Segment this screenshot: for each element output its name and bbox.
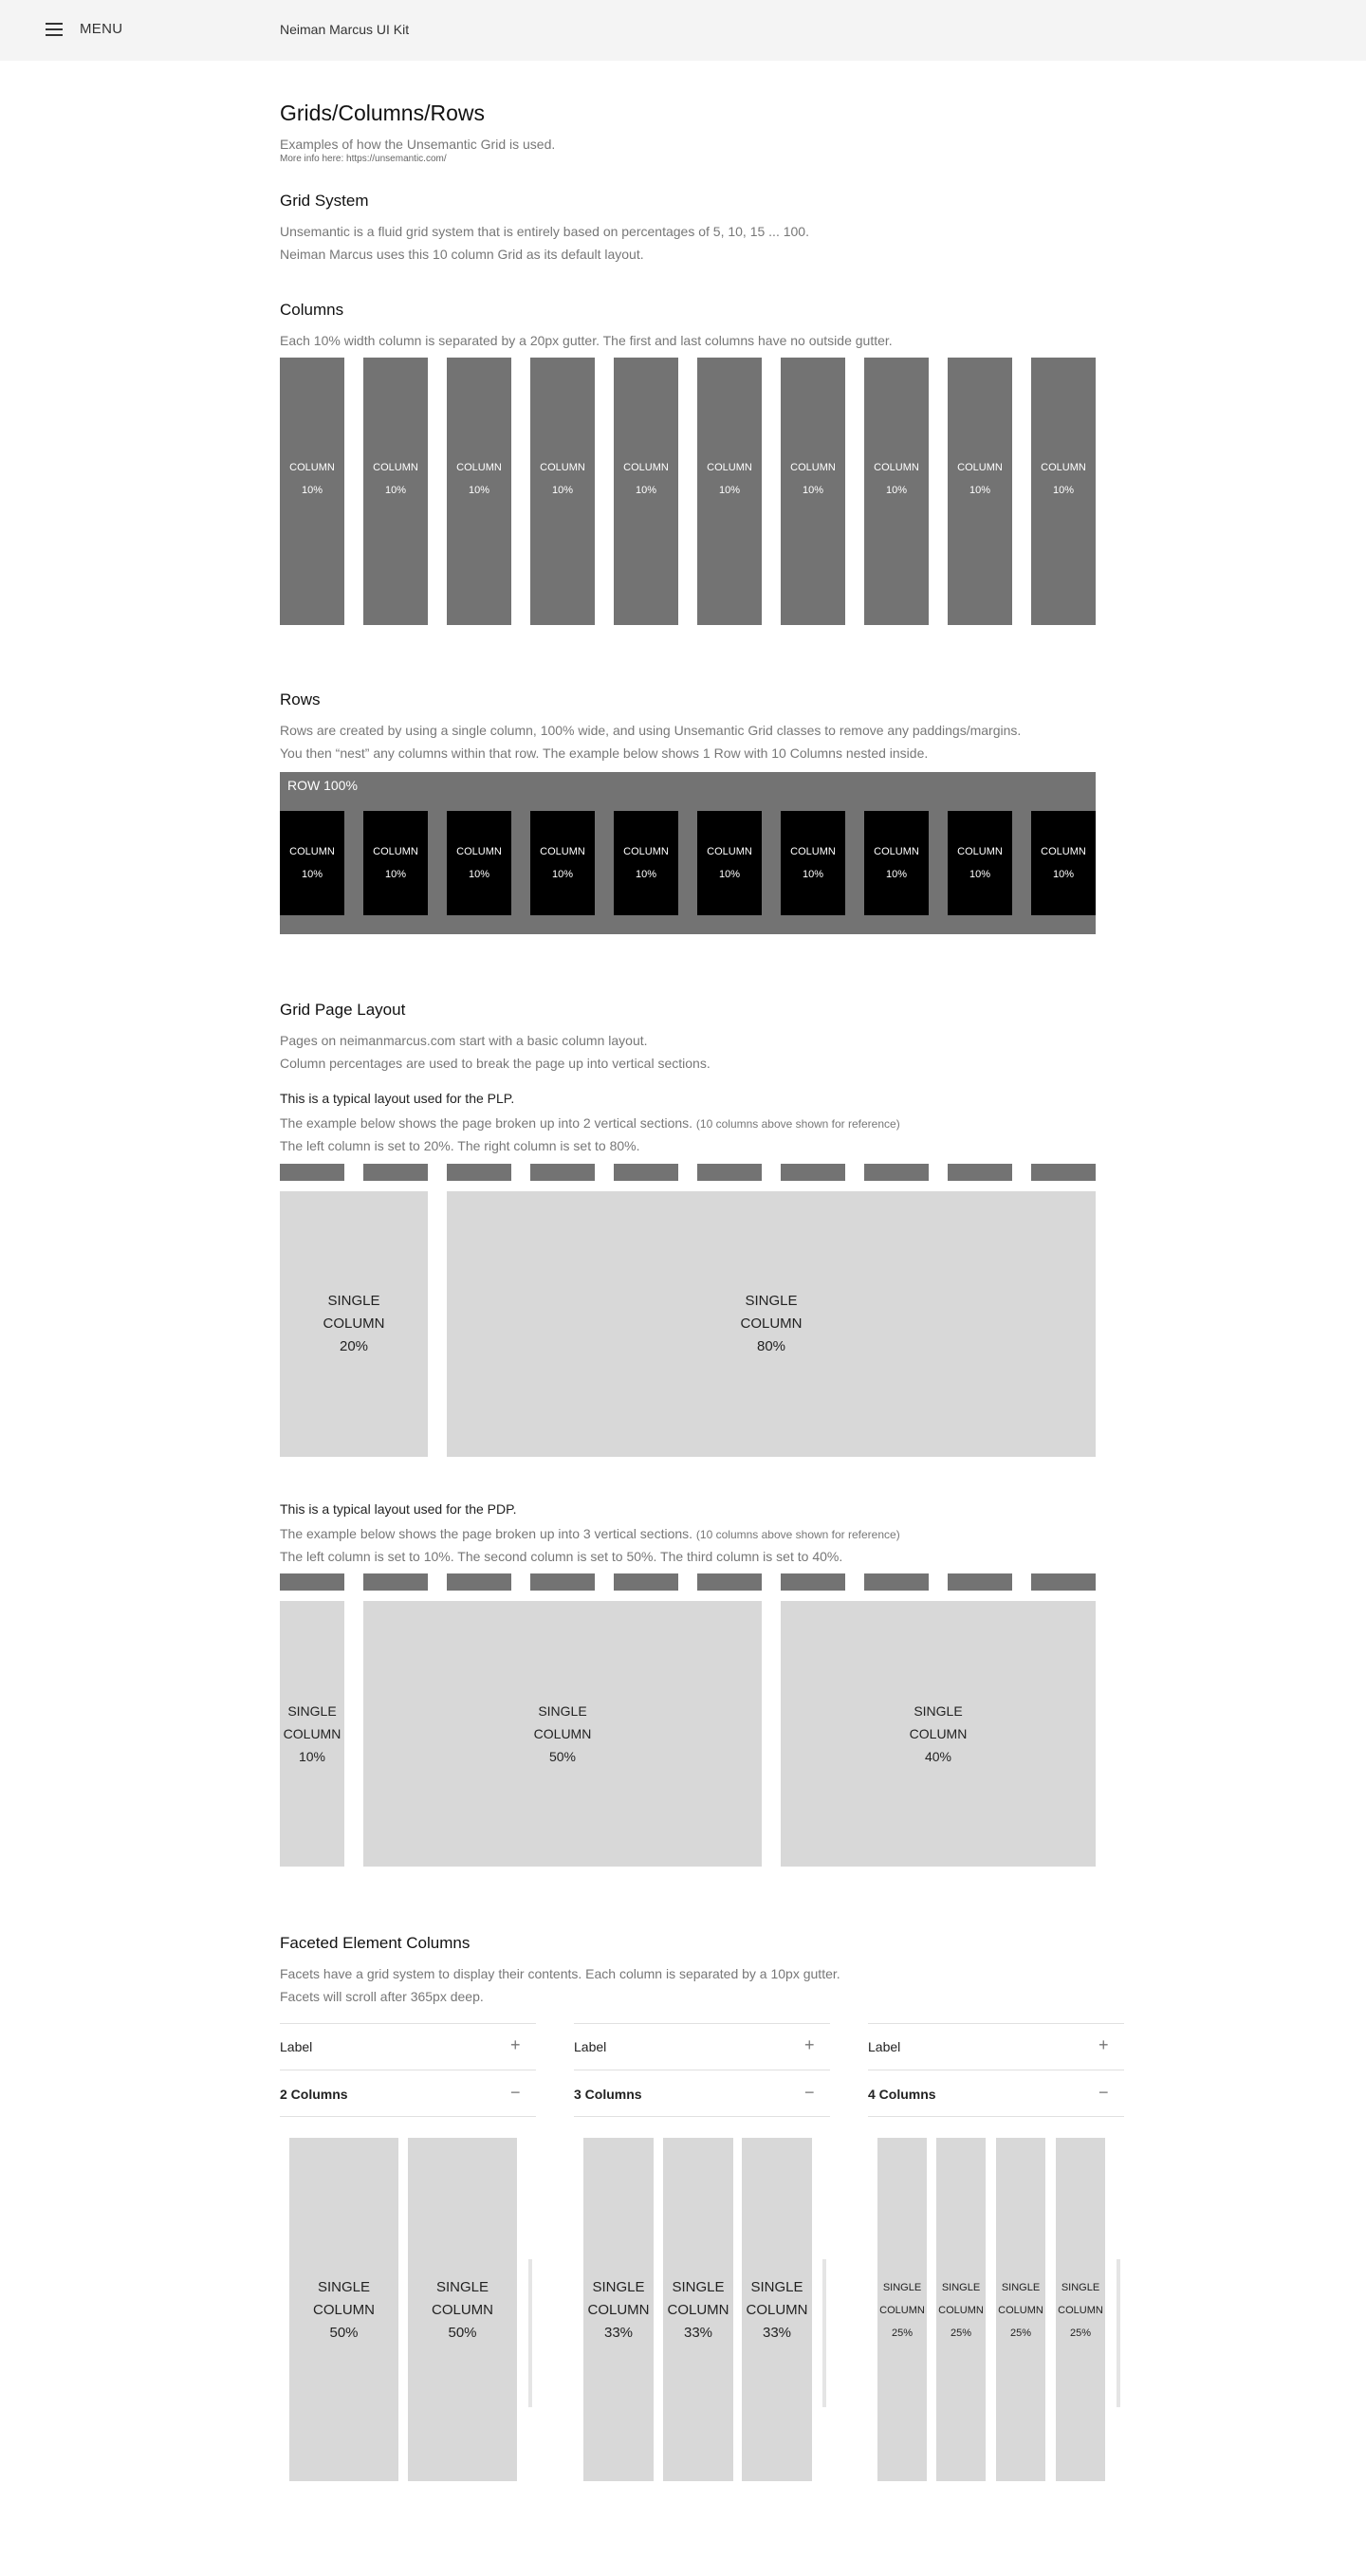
facet-column-label: 33% [683, 2325, 713, 2341]
reference-column [280, 1164, 344, 1181]
nested-column-percent: 10% [468, 869, 490, 880]
facet-scrollbar[interactable] [528, 2259, 532, 2407]
plp-right-label3: 80% [756, 1338, 786, 1354]
nested-column-percent: 10% [384, 869, 407, 880]
facet-column-label: SINGLE [1001, 2282, 1041, 2293]
grid-layout-heading: Grid Page Layout [280, 1001, 406, 1019]
plp-right-label2: COLUMN [740, 1316, 803, 1332]
facet-column-label: 25% [950, 2328, 972, 2339]
facet-divider [868, 2116, 1124, 2117]
grid-column-percent: 10% [969, 485, 991, 496]
facets-line1: Facets have a grid system to display their contents. Each column is separated by a 10px gutter. [280, 1966, 840, 1981]
hamburger-menu-icon[interactable] [46, 23, 63, 36]
facet-divider [280, 2023, 536, 2024]
facet-column [742, 2138, 812, 2481]
nested-column [697, 811, 762, 915]
grid-column-label: COLUMN [373, 462, 418, 473]
nested-column [781, 811, 845, 915]
plus-icon[interactable]: + [510, 2035, 521, 2054]
nested-column-label: COLUMN [373, 846, 418, 857]
grid-column [280, 358, 344, 625]
facet-scrollbar[interactable] [822, 2259, 826, 2407]
facet-column-label: SINGLE [435, 2279, 489, 2295]
plus-icon[interactable]: + [804, 2035, 815, 2054]
reference-column [614, 1573, 678, 1591]
columns-description: Each 10% width column is separated by a 20px gutter. The first and last columns have no outside gutter. [280, 333, 893, 348]
grid-layout-line1: Pages on neimanmarcus.com start with a basic column layout. [280, 1033, 648, 1048]
facet-expanded-label[interactable]: 4 Columns [868, 2087, 936, 2102]
grid-column [363, 358, 428, 625]
grid-column-label: COLUMN [456, 462, 502, 473]
grid-column-percent: 10% [384, 485, 407, 496]
grid-column-label: COLUMN [707, 462, 752, 473]
facet-column-label: SINGLE [672, 2279, 725, 2295]
reference-column [781, 1573, 845, 1591]
facet-column-label: COLUMN [938, 2305, 984, 2316]
grid-system-line1: Unsemantic is a fluid grid system that is entirely based on percentages of 5, 10, 15 ... 100. [280, 224, 809, 239]
grid-column-label: COLUMN [957, 462, 1003, 473]
grid-column [530, 358, 595, 625]
page-title: Grids/Columns/Rows [280, 101, 485, 125]
plp-desc1: The example below shows the page broken up into 2 vertical sections. [280, 1115, 693, 1131]
pdp-column-1 [280, 1601, 344, 1867]
nested-column [363, 811, 428, 915]
nested-column-percent: 10% [718, 869, 741, 880]
plp-right-column [447, 1191, 1096, 1457]
facet-column [936, 2138, 986, 2481]
grid-column-label: COLUMN [1041, 462, 1086, 473]
pdp-desc2: The left column is set to 10%. The second column is set to 50%. The third column is set to 40%. [280, 1549, 843, 1564]
nested-column [280, 811, 344, 915]
nested-column-label: COLUMN [874, 846, 919, 857]
facet-column [583, 2138, 654, 2481]
plp-left-label3: 20% [339, 1338, 369, 1354]
nested-column [447, 811, 511, 915]
facet-divider [280, 2116, 536, 2117]
reference-column [614, 1164, 678, 1181]
facets-line2: Facets will scroll after 365px deep. [280, 1989, 484, 2004]
facet-column-label: 33% [762, 2325, 792, 2341]
reference-column [1031, 1164, 1096, 1181]
facet-column-label: 25% [1009, 2328, 1032, 2339]
facet-label[interactable]: Label [868, 2039, 901, 2054]
pdp-c3-label1: SINGLE [914, 1703, 963, 1719]
minus-icon[interactable]: − [510, 2083, 521, 2102]
facet-column-label: COLUMN [1058, 2305, 1103, 2316]
grid-column [864, 358, 929, 625]
pdp-c1-label1: SINGLE [287, 1703, 337, 1719]
facet-label[interactable]: Label [574, 2039, 607, 2054]
facet-scrollbar[interactable] [1117, 2259, 1120, 2407]
nested-column-percent: 10% [969, 869, 991, 880]
facet-expanded-label[interactable]: 3 Columns [574, 2087, 642, 2102]
nested-column-label: COLUMN [540, 846, 585, 857]
grid-column-percent: 10% [885, 485, 908, 496]
facet-column [663, 2138, 733, 2481]
rows-line1: Rows are created by using a single column, 100% wide, and using Unsemantic Grid classes to remove any paddings/margins. [280, 723, 1022, 738]
facet-column-label: SINGLE [592, 2279, 645, 2295]
pdp-desc1: The example below shows the page broken up into 3 vertical sections. [280, 1526, 693, 1541]
reference-column [948, 1164, 1012, 1181]
nested-column [948, 811, 1012, 915]
facet-expanded-label[interactable]: 2 Columns [280, 2087, 348, 2102]
nested-column-label: COLUMN [790, 846, 836, 857]
plp-ref-note: (10 columns above shown for reference) [695, 1117, 900, 1131]
nested-column-label: COLUMN [623, 846, 669, 857]
facet-column-label: SINGLE [1061, 2282, 1100, 2293]
grid-column-percent: 10% [301, 485, 323, 496]
row-label: ROW 100% [287, 778, 358, 793]
facet-column-label: 25% [1069, 2328, 1092, 2339]
facet-column-label: COLUMN [667, 2302, 729, 2318]
facet-column-label: 50% [329, 2325, 359, 2341]
minus-icon[interactable]: − [804, 2083, 815, 2102]
facet-column-label: COLUMN [998, 2305, 1043, 2316]
reference-column [697, 1164, 762, 1181]
page-subtitle: Examples of how the Unsemantic Grid is used. [280, 137, 556, 152]
nested-column-percent: 10% [1052, 869, 1075, 880]
reference-column [864, 1164, 929, 1181]
grid-column-percent: 10% [718, 485, 741, 496]
nested-column-percent: 10% [551, 869, 574, 880]
minus-icon[interactable]: − [1098, 2083, 1109, 2102]
rows-line2: You then “nest” any columns within that row. The example below shows 1 Row with 10 Columns nested inside. [280, 745, 929, 761]
facet-divider [868, 2023, 1124, 2024]
nested-column-label: COLUMN [957, 846, 1003, 857]
grid-column [697, 358, 762, 625]
facet-column [289, 2138, 398, 2481]
reference-column [1031, 1573, 1096, 1591]
facet-column-label: 25% [891, 2328, 914, 2339]
nested-column-percent: 10% [301, 869, 323, 880]
plus-icon[interactable]: + [1098, 2035, 1109, 2054]
pdp-title: This is a typical layout used for the PDP. [280, 1501, 517, 1517]
facet-column-label: COLUMN [312, 2302, 375, 2318]
facet-column-label: SINGLE [882, 2282, 922, 2293]
facets-heading: Faceted Element Columns [280, 1934, 471, 1952]
grid-column-percent: 10% [468, 485, 490, 496]
grid-column [1031, 358, 1096, 625]
facet-column-label: COLUMN [746, 2302, 808, 2318]
plp-left-label1: SINGLE [327, 1293, 380, 1309]
grid-column-percent: 10% [635, 485, 657, 496]
reference-column [697, 1573, 762, 1591]
pdp-column-3 [781, 1601, 1096, 1867]
grid-column-label: COLUMN [623, 462, 669, 473]
nested-column-percent: 10% [635, 869, 657, 880]
reference-column [530, 1164, 595, 1181]
facet-column-label: COLUMN [587, 2302, 650, 2318]
facet-column-label: 50% [448, 2325, 477, 2341]
facet-divider [574, 2116, 830, 2117]
nested-column [1031, 811, 1096, 915]
plp-title: This is a typical layout used for the PLP. [280, 1091, 515, 1106]
grid-column-label: COLUMN [540, 462, 585, 473]
pdp-c3-label2: COLUMN [909, 1726, 968, 1741]
facet-column-label: SINGLE [941, 2282, 981, 2293]
header-title: Neiman Marcus UI Kit [280, 22, 410, 37]
facet-column-label: 33% [603, 2325, 634, 2341]
plp-right-label1: SINGLE [745, 1293, 798, 1309]
reference-column [530, 1573, 595, 1591]
facet-column [408, 2138, 517, 2481]
grid-column [614, 358, 678, 625]
pdp-ref-note: (10 columns above shown for reference) [695, 1528, 900, 1541]
grid-column-percent: 10% [802, 485, 824, 496]
menu-button[interactable]: MENU [80, 21, 123, 37]
facet-column-label: COLUMN [431, 2302, 493, 2318]
nested-column [614, 811, 678, 915]
more-info-link[interactable]: More info here: https://unsemantic.com/ [280, 154, 447, 164]
reference-column [280, 1573, 344, 1591]
facet-column [877, 2138, 927, 2481]
grid-column-percent: 10% [551, 485, 574, 496]
nested-column-label: COLUMN [1041, 846, 1086, 857]
grid-layout-line2: Column percentages are used to break the page up into vertical sections. [280, 1056, 711, 1071]
grid-column-label: COLUMN [874, 462, 919, 473]
pdp-column-2 [363, 1601, 762, 1867]
reference-column [363, 1573, 428, 1591]
plp-left-column [280, 1191, 428, 1457]
top-header [0, 0, 1366, 61]
nested-column-percent: 10% [885, 869, 908, 880]
rows-heading: Rows [280, 690, 321, 708]
plp-desc2: The left column is set to 20%. The right column is set to 80%. [280, 1138, 640, 1153]
pdp-c2-label3: 50% [548, 1749, 577, 1764]
facet-label[interactable]: Label [280, 2039, 313, 2054]
reference-column [447, 1573, 511, 1591]
reference-column [447, 1164, 511, 1181]
nested-column [530, 811, 595, 915]
facet-column [996, 2138, 1045, 2481]
pdp-c2-label1: SINGLE [538, 1703, 587, 1719]
grid-column-label: COLUMN [790, 462, 836, 473]
nested-column [864, 811, 929, 915]
nested-column-label: COLUMN [289, 846, 335, 857]
grid-column [447, 358, 511, 625]
facet-column-label: SINGLE [317, 2279, 371, 2295]
facet-column [1056, 2138, 1105, 2481]
reference-column [948, 1573, 1012, 1591]
grid-column [781, 358, 845, 625]
grid-column-percent: 10% [1052, 485, 1075, 496]
plp-left-label2: COLUMN [323, 1316, 385, 1332]
reference-column [781, 1164, 845, 1181]
pdp-c1-label3: 10% [298, 1749, 326, 1764]
pdp-c2-label2: COLUMN [533, 1726, 592, 1741]
pdp-c3-label3: 40% [924, 1749, 952, 1764]
reference-column [363, 1164, 428, 1181]
pdp-c1-label2: COLUMN [283, 1726, 342, 1741]
nested-column-label: COLUMN [707, 846, 752, 857]
grid-system-heading: Grid System [280, 192, 369, 210]
columns-heading: Columns [280, 301, 344, 319]
reference-column [864, 1573, 929, 1591]
grid-column-label: COLUMN [289, 462, 335, 473]
nested-column-percent: 10% [802, 869, 824, 880]
grid-system-line2: Neiman Marcus uses this 10 column Grid as its default layout. [280, 247, 644, 262]
facet-column-label: COLUMN [879, 2305, 925, 2316]
nested-column-label: COLUMN [456, 846, 502, 857]
grid-column [948, 358, 1012, 625]
facet-divider [574, 2023, 830, 2024]
facet-column-label: SINGLE [750, 2279, 803, 2295]
